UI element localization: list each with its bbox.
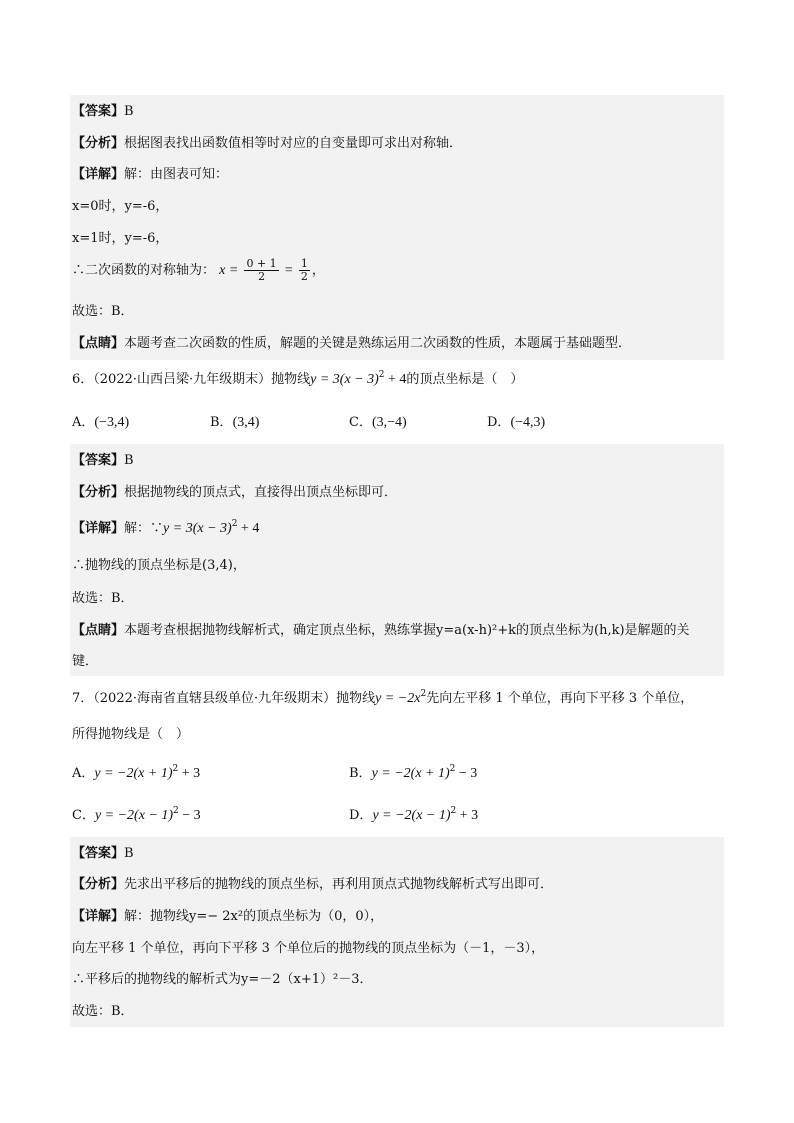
q7-option-a: A．$y = -2(x + 1)^2 + 3$ [72, 764, 201, 781]
q7-choice: 故选：B． [72, 1004, 134, 1019]
q5-detail [72, 166, 228, 184]
q5-comment [72, 335, 631, 353]
q7-step2: ∴平移后的抛物线的解析式为y=－2（x+1）²－3． [72, 972, 373, 987]
analysis-tag: 【分析】 [72, 136, 125, 151]
q5-answer [72, 103, 134, 121]
q5-step2: x=1时，y=-6， [72, 231, 169, 246]
q6-answer: 【答案】B [72, 453, 134, 468]
q6-option-d: D．(−4,3) [487, 415, 546, 430]
q6-analysis: 【分析】根据抛物线的顶点式，直接得出顶点坐标即可． [72, 485, 398, 500]
analysis-text: 根据图表找出函数值相等时对应的自变量即可求出对称轴． [124, 136, 463, 151]
q7-solution-box [70, 837, 724, 1027]
fraction: $\frac{0 + 1}{2}$ [246, 257, 277, 283]
q7-option-d: D．$y = -2(x - 1)^2 + 3$ [349, 806, 479, 823]
q7-detail: 【详解】解：抛物线y=− 2x²的顶点坐标为（0，0）， [72, 909, 384, 924]
q6-comment: 【点睛】本题考查根据抛物线解析式，确定顶点坐标，熟练掌握y=a(x-h)²+k的顶点坐标为(h,k)是解题的关 [72, 623, 690, 638]
comment-text: 本题考查二次函数的性质，解题的关键是熟练运用二次函数的性质，本题属于基础题型． [124, 336, 632, 351]
q7-step1: 向左平移 1 个单位，再向下平移 3 个单位后的抛物线的顶点坐标为（－1，－3）， [72, 941, 545, 956]
q6-stem: 6．（2022·山西吕梁·九年级期末）抛物线$y = 3(x - 3)^2 + 4$的顶点坐标是（ ） [72, 370, 524, 387]
answer-tag: 【答案】 [72, 104, 125, 119]
q6-detail: 【详解】解：∵y = $3(x - 3)^2 + 4$ [72, 519, 260, 536]
q7-option-c: C．$y = -2(x - 1)^2 - 3$ [72, 806, 201, 823]
q7-option-b: B．$y = -2(x + 1)^2 - 3$ [349, 764, 478, 781]
q7-analysis: 【分析】先求出平移后的抛物线的顶点坐标，再利用顶点式抛物线解析式写出即可． [72, 877, 554, 892]
q6-step1: ∴抛物线的顶点坐标是(3,4)， [72, 558, 246, 573]
q7-formula: y = −2x [375, 691, 421, 706]
q6-option-c: C．(3,−4) [349, 415, 407, 430]
q5-step1: x=0时，y=-6， [72, 199, 169, 214]
q7-stem-line2: 所得抛物线是（ ） [72, 727, 190, 742]
q6-formula: y = 3(x − 3) [310, 372, 379, 387]
q7-answer: 【答案】B [72, 846, 134, 861]
q6-choice: 故选：B． [72, 591, 134, 606]
q5-analysis [72, 135, 462, 153]
fraction: $\frac{1}{2}$ [300, 257, 308, 283]
formula-x: x = [219, 263, 239, 278]
q5-step3: ∴二次函数的对称轴为： x = $\frac{0 + 1}{2}$ = $\frac{1}{2}$ ， [72, 257, 325, 283]
detail-tag: 【详解】 [72, 167, 125, 182]
q6-comment-cont: 键． [72, 654, 99, 669]
q6-option-a: A．(−3,4) [72, 415, 130, 430]
answer-value: B [124, 104, 134, 119]
comment-tag: 【点睛】 [72, 336, 125, 351]
q6-option-b: B．(3,4) [210, 415, 260, 430]
q7-stem: 7．（2022·海南省直辖县级单位·九年级期末）抛物线$y = -2x^2$先向左平移 1 个单位，再向下平移 3 个单位， [72, 689, 694, 706]
detail-text: 解：由图表可知： [124, 167, 229, 182]
q5-choice: 故选：B． [72, 304, 134, 319]
